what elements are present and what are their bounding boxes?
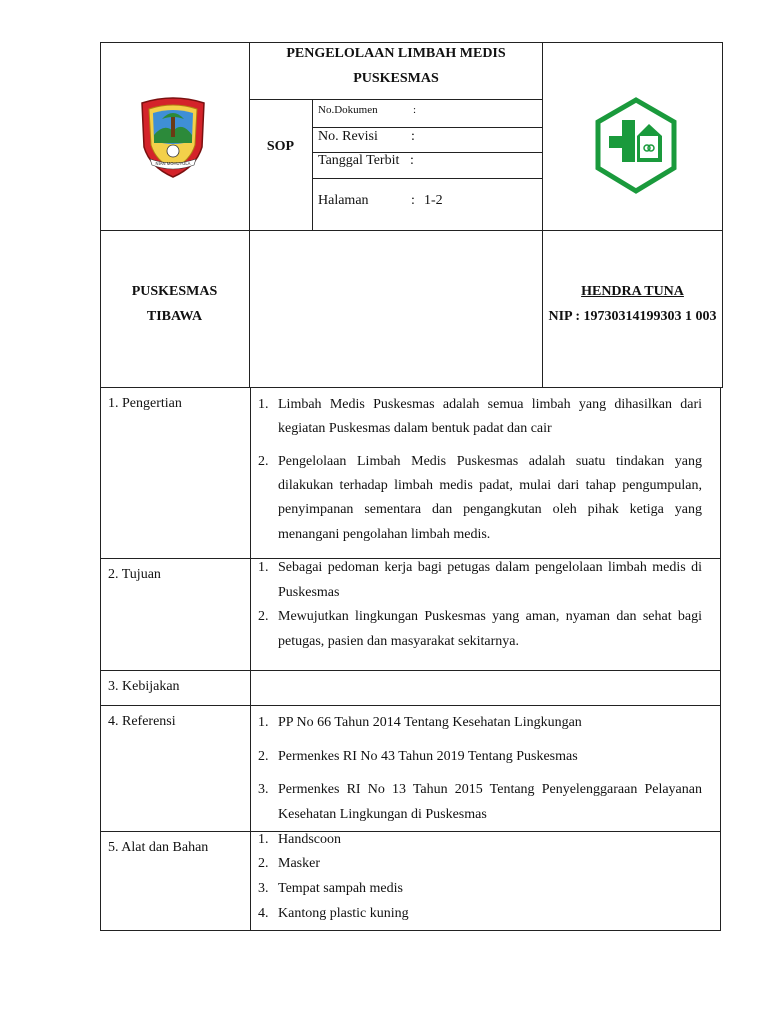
list-number: 1.	[258, 715, 269, 730]
meta-value-halaman: 1-2	[424, 193, 443, 208]
signer-nip: NIP : 19730314199303 1 003	[548, 309, 717, 324]
equipment-item: Handscoon	[278, 832, 341, 847]
reference-text-line: Permenkes RI No 43 Tahun 2019 Tentang Puskesmas	[278, 749, 578, 764]
list-number: 4.	[258, 906, 269, 921]
reference-text-line: PP No 66 Tahun 2014 Tentang Kesehatan Lingkungan	[278, 715, 582, 730]
sop-label: SOP	[266, 139, 295, 154]
list-number: 1.	[258, 560, 269, 575]
regency-shield-logo	[136, 95, 210, 179]
definition-text-line: Limbah Medis Puskesmas adalah semua limbah yang dihasilkan dari	[278, 397, 702, 412]
definition-text-line: Pengelolaan Limbah Medis Puskesmas adalah suatu tindakan yang	[278, 454, 702, 469]
meta-label-no-dokumen: No.Dokumen	[318, 104, 378, 116]
section-label-tujuan: 2. Tujuan	[108, 567, 161, 582]
sop-header-table	[100, 42, 723, 388]
list-number: 2.	[258, 454, 269, 469]
reference-text-line: Permenkes RI No 13 Tahun 2015 Tentang Penyelenggaraan Pelayanan	[278, 782, 702, 797]
equipment-item: Masker	[278, 856, 320, 871]
list-number: 3.	[258, 881, 269, 896]
list-number: 1.	[258, 832, 269, 847]
definition-text-line: kegiatan Puskesmas dalam bentuk padat dan cair	[278, 421, 552, 436]
unit-name-line1: PUSKESMAS	[131, 284, 218, 299]
meta-label-no-revisi: No. Revisi	[318, 129, 378, 144]
section-label-pengertian: 1. Pengertian	[108, 396, 182, 411]
definition-text-line: dilakukan terhadap limbah medis padat, mulai dari tahap pengumpulan,	[278, 478, 702, 493]
list-number: 3.	[258, 782, 269, 797]
objective-text-line: Sebagai pedoman kerja bagi petugas dalam pengelolaan limbah medis di	[278, 560, 702, 575]
list-number: 1.	[258, 397, 269, 412]
list-number: 2.	[258, 856, 269, 871]
shield-motto-text: NIAN MOHUYULA	[155, 161, 191, 166]
document-title-line2: PUSKESMAS	[353, 71, 439, 86]
document-title-line1: PENGELOLAAN LIMBAH MEDIS	[286, 46, 506, 61]
list-number: 2.	[258, 609, 269, 624]
objective-text-line: petugas, pasien dan masyarakat sekitarnya.	[278, 634, 520, 649]
section-label-alat-bahan: 5. Alat dan Bahan	[108, 840, 209, 855]
puskesmas-logo	[594, 96, 678, 196]
section-label-referensi: 4. Referensi	[108, 714, 176, 729]
signer-name: HENDRA TUNA	[581, 284, 684, 299]
list-number: 2.	[258, 749, 269, 764]
objective-text-line: Puskesmas	[278, 585, 340, 600]
unit-name-line2: TIBAWA	[146, 309, 203, 324]
meta-label-halaman: Halaman	[318, 193, 369, 208]
objective-text-line: Mewujutkan lingkungan Puskesmas yang aman, nyaman dan sehat bagi	[278, 609, 702, 624]
equipment-item: Kantong plastic kuning	[278, 906, 409, 921]
meta-label-tanggal-terbit: Tanggal Terbit	[318, 153, 400, 168]
meta-sep: :	[411, 193, 415, 208]
definition-text-line: penyimpanan sementara dan pengangkutan oleh pihak ketiga yang	[278, 502, 702, 517]
reference-text-line: Kesehatan Lingkungan di Puskesmas	[278, 807, 487, 822]
meta-sep: :	[413, 104, 417, 116]
definition-text-line: menangani pengolahan limbah medis.	[278, 527, 491, 542]
meta-sep: :	[410, 153, 414, 168]
section-label-kebijakan: 3. Kebijakan	[108, 679, 180, 694]
equipment-item: Tempat sampah medis	[278, 881, 403, 896]
meta-sep: :	[411, 129, 415, 144]
